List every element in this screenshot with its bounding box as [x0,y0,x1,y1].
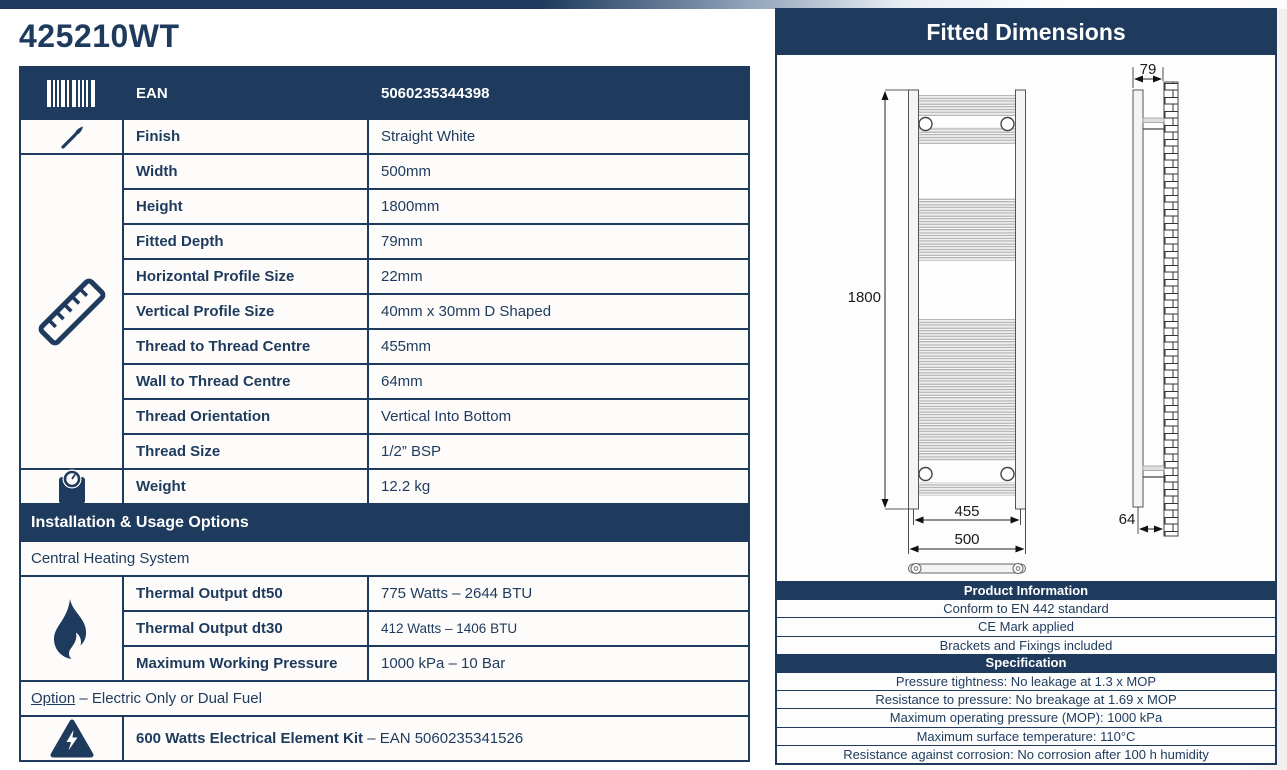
spec-value: 500mm [369,155,748,188]
spec-label: Horizontal Profile Size [124,260,367,293]
flame-icon [21,577,122,680]
weight-label: Weight [124,470,367,503]
option-rest: – Electric Only or Dual Fuel [75,690,262,707]
finish-label: Finish [124,120,367,153]
thermal-value: 412 Watts – 1406 BTU [369,612,748,645]
finish-value: Straight White [369,120,748,153]
spec-label: Wall to Thread Centre [124,365,367,398]
spec-value: 40mm x 30mm D Shaped [369,295,748,328]
installation-options-header: Installation & Usage Options [21,505,748,540]
electric-warning-icon [21,717,122,760]
plan-view [909,564,1026,574]
spec-label: Thread Size [124,435,367,468]
thermal-value: 1000 kPa – 10 Bar [369,647,748,680]
page-title: 425210WT [19,18,180,54]
spec-label: Fitted Depth [124,225,367,258]
info-item: Conform to EN 442 standard [777,599,1275,617]
thermal-label: Maximum Working Pressure [124,647,367,680]
thermal-label: Thermal Output dt50 [124,577,367,610]
weight-value: 12.2 kg [369,470,748,503]
spec-item: Maximum surface temperature: 110°C [777,727,1275,745]
width-dim-label: 500 [954,531,980,548]
info-item: CE Mark applied [777,617,1275,635]
right-rail [1016,90,1026,509]
spec-value: 1800mm [369,190,748,223]
electric-kit-rest: – EAN 5060235341526 [363,730,524,747]
spec-value: 64mm [369,365,748,398]
ean-value: 5060235344398 [369,68,748,118]
spec-item: Resistance to pressure: No breakage at 1.69 x MOP [777,690,1275,708]
info-item: Brackets and Fixings included [777,636,1275,654]
paintbrush-icon [21,120,122,153]
electric-kit-row [124,717,748,760]
wall-centre-dim-label: 64 [1118,511,1136,528]
spec-label: Height [124,190,367,223]
spec-item: Pressure tightness: No leakage at 1.3 x MOP [777,672,1275,690]
depth-dim-label: 79 [1139,61,1157,78]
spec-value: 79mm [369,225,748,258]
central-heating-row: Central Heating System [21,542,748,575]
spec-table [19,66,750,762]
spec-value: 1/2” BSP [369,435,748,468]
product-information-table [777,581,1275,763]
radiator-rungs [919,95,1016,496]
spec-value: Vertical Into Bottom [369,400,748,433]
height-dimension [885,90,908,509]
thermal-label: Thermal Output dt30 [124,612,367,645]
thermal-value: 775 Watts – 2644 BTU [369,577,748,610]
ean-label: EAN [124,68,367,118]
thread-centre-dim-label: 455 [954,503,980,520]
spec-value: 22mm [369,260,748,293]
radiator-side-profile [1133,90,1143,507]
barcode-icon [21,68,122,118]
product-information-header: Product Information [777,581,1275,599]
spec-label: Width [124,155,367,188]
ruler-icon [21,155,122,468]
scale-icon [21,470,122,503]
spec-label: Thread Orientation [124,400,367,433]
fitted-dimensions-header: Fitted Dimensions [777,10,1275,55]
fitted-dimensions-panel [775,8,1277,765]
option-prefix: Option [31,690,76,707]
specification-header: Specification [777,654,1275,672]
left-rail [909,90,919,509]
spec-label: Thread to Thread Centre [124,330,367,363]
wall-brackets [1143,118,1164,477]
spec-item: Maximum operating pressure (MOP): 1000 kPa [777,708,1275,726]
spec-label: Vertical Profile Size [124,295,367,328]
electric-kit-bold: 600 Watts Electrical Element Kit [136,730,364,747]
option-row [21,682,748,715]
radiator-technical-drawing [777,55,1275,581]
radiator-diagram [777,55,1275,581]
wall-section [1164,82,1178,536]
spec-item: Resistance against corrosion: No corrosion after 100 h humidity [777,745,1275,763]
height-dim-label: 1800 [847,289,881,306]
spec-value: 455mm [369,330,748,363]
